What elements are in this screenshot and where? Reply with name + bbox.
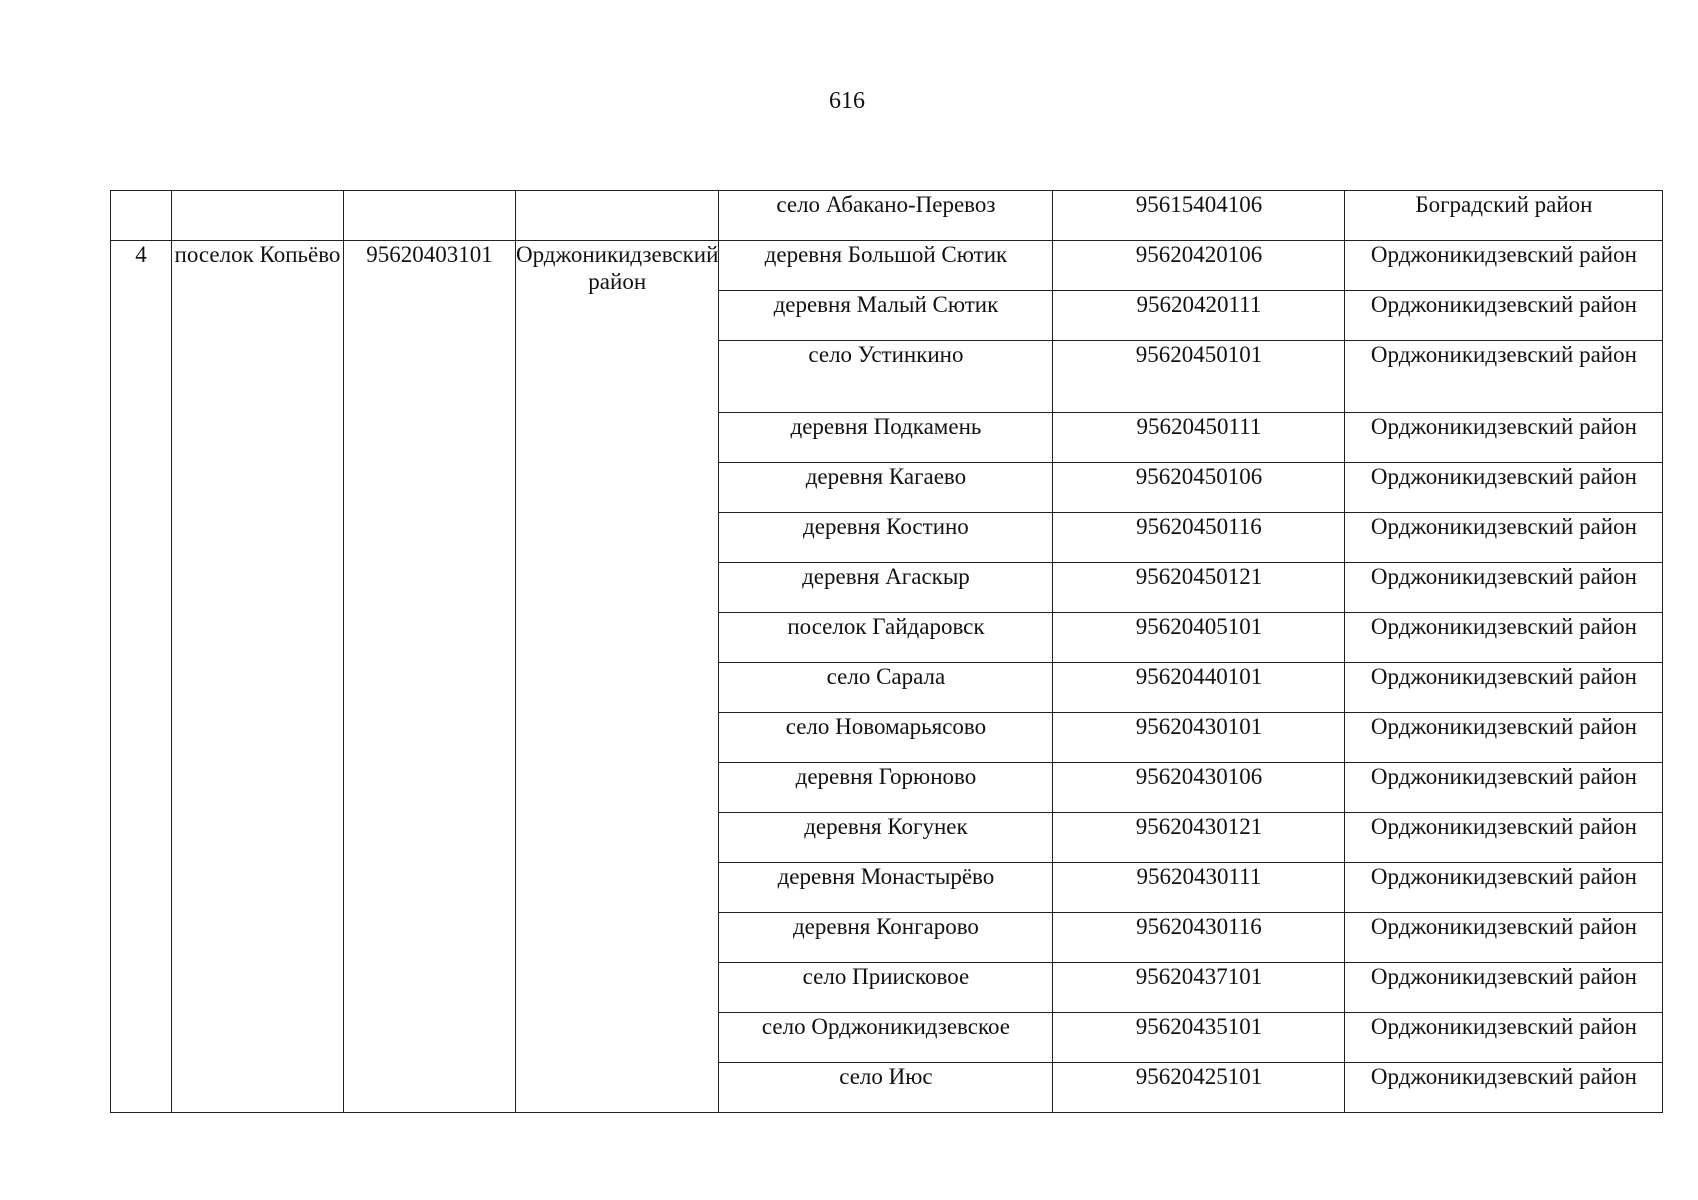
group-code: 95620403101: [344, 241, 516, 1113]
cell-locality-code: 95620425101: [1053, 1063, 1345, 1113]
cell-locality-code: 95620440101: [1053, 663, 1345, 713]
cell-locality-name: деревня Большой Сютик: [719, 241, 1053, 291]
cell-locality-district: Орджоникидзевский район: [1345, 241, 1663, 291]
cell-locality-code: 95620450121: [1053, 563, 1345, 613]
cell-locality-name: деревня Монастырёво: [719, 863, 1053, 913]
cell-locality-code: 95620420106: [1053, 241, 1345, 291]
cell-locality-district: Орджоникидзевский район: [1345, 1063, 1663, 1113]
cell-locality-name: село Новомарьясово: [719, 713, 1053, 763]
cell-locality-district: Орджоникидзевский район: [1345, 413, 1663, 463]
cell-locality-code: 95620450111: [1053, 413, 1345, 463]
cell-number: [111, 191, 172, 241]
cell-locality-name: село Приисковое: [719, 963, 1053, 1013]
cell-locality-district: Орджоникидзевский район: [1345, 663, 1663, 713]
cell-district: [516, 191, 719, 241]
cell-locality-district: Боградский район: [1345, 191, 1663, 241]
cell-locality-name: деревня Костино: [719, 513, 1053, 563]
cell-locality-code: 95620430101: [1053, 713, 1345, 763]
table-row: [111, 191, 1663, 241]
table-row: [111, 241, 1663, 291]
cell-locality-name: деревня Конгарово: [719, 913, 1053, 963]
cell-locality-name: деревня Малый Сютик: [719, 291, 1053, 341]
cell-locality-district: Орджоникидзевский район: [1345, 463, 1663, 513]
cell-locality-district: Орджоникидзевский район: [1345, 613, 1663, 663]
cell-locality-code: 95615404106: [1053, 191, 1345, 241]
cell-locality-district: Орджоникидзевский район: [1345, 913, 1663, 963]
cell-locality-district: Орджоникидзевский район: [1345, 1013, 1663, 1063]
cell-locality-name: деревня Подкамень: [719, 413, 1053, 463]
cell-locality-name: село Орджоникидзевское: [719, 1013, 1053, 1063]
cell-locality-code: 95620435101: [1053, 1013, 1345, 1063]
cell-locality-name: поселок Гайдаровск: [719, 613, 1053, 663]
cell-locality-name: село Абакано-Перевоз: [719, 191, 1053, 241]
group-number: 4: [111, 241, 172, 1113]
cell-locality-code: 95620420111: [1053, 291, 1345, 341]
cell-locality-code: 95620430106: [1053, 763, 1345, 813]
page-number: 616: [829, 88, 865, 114]
group-settlement: поселок Копьёво: [172, 241, 344, 1113]
cell-locality-code: 95620450106: [1053, 463, 1345, 513]
cell-locality-district: Орджоникидзевский район: [1345, 813, 1663, 863]
cell-locality-name: деревня Горюново: [719, 763, 1053, 813]
cell-locality-district: Орджоникидзевский район: [1345, 713, 1663, 763]
cell-locality-code: 95620430111: [1053, 863, 1345, 913]
cell-locality-district: Орджоникидзевский район: [1345, 763, 1663, 813]
cell-locality-district: Орджоникидзевский район: [1345, 563, 1663, 613]
cell-locality-name: деревня Кагаево: [719, 463, 1053, 513]
cell-locality-district: Орджоникидзевский район: [1345, 513, 1663, 563]
cell-locality-name: деревня Агаскыр: [719, 563, 1053, 613]
cell-locality-code: 95620430121: [1053, 813, 1345, 863]
settlements-table: [110, 190, 1663, 1113]
cell-locality-district: Орджоникидзевский район: [1345, 341, 1663, 413]
cell-locality-district: Орджоникидзевский район: [1345, 291, 1663, 341]
cell-locality-district: Орджоникидзевский район: [1345, 863, 1663, 913]
cell-settlement: [172, 191, 344, 241]
group-district: Орджоникидзевский район: [516, 241, 719, 1113]
cell-locality-code: 95620450116: [1053, 513, 1345, 563]
cell-locality-code: 95620405101: [1053, 613, 1345, 663]
cell-locality-name: деревня Когунек: [719, 813, 1053, 863]
cell-locality-name: село Устинкино: [719, 341, 1053, 413]
cell-locality-name: село Сарала: [719, 663, 1053, 713]
cell-locality-district: Орджоникидзевский район: [1345, 963, 1663, 1013]
cell-locality-name: село Июс: [719, 1063, 1053, 1113]
cell-locality-code: 95620430116: [1053, 913, 1345, 963]
cell-settlement-code: [344, 191, 516, 241]
cell-locality-code: 95620437101: [1053, 963, 1345, 1013]
cell-locality-code: 95620450101: [1053, 341, 1345, 413]
